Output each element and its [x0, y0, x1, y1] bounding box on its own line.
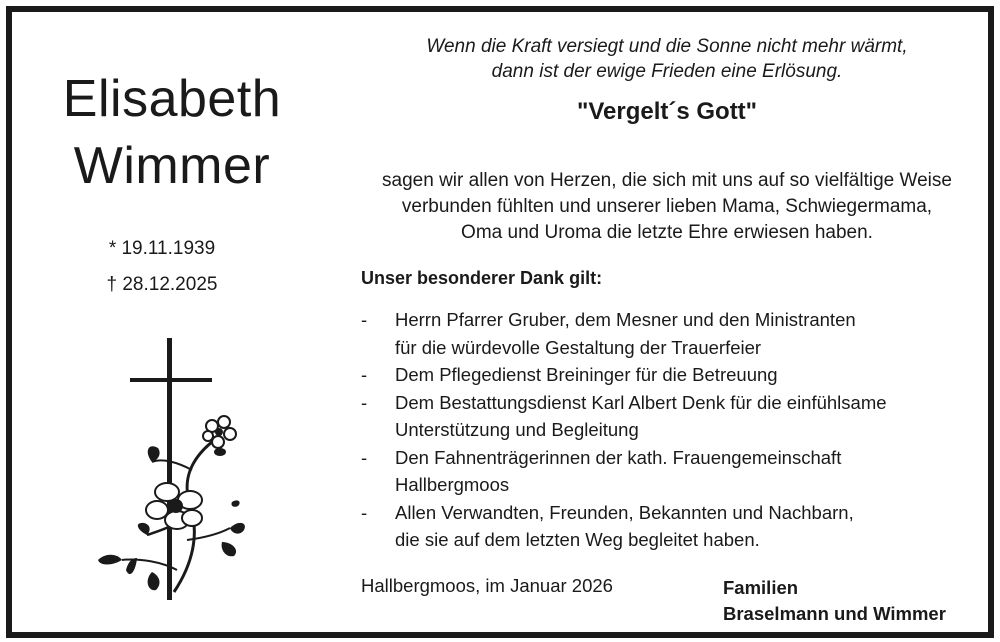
list-item-line: Allen Verwandten, Freunden, Bekannten und Nachbarn, — [395, 501, 854, 523]
list-item — [361, 444, 981, 499]
family-signature — [723, 575, 946, 627]
list-item — [361, 499, 981, 554]
thanks-text-line: Oma und Uroma die letzte Ehre erwiesen haben. — [461, 222, 873, 243]
list-item-line: Hallbergmoos — [395, 474, 510, 495]
obituary-notice — [6, 6, 994, 638]
family-line: Braselmann und Wimmer — [723, 603, 946, 624]
list-item-line: Unterstützung und Begleitung — [395, 419, 639, 440]
list-item-line: Dem Pflegedienst Breininger für die Betreuung — [395, 364, 778, 385]
family-line: Familien — [723, 577, 799, 598]
thanks-text — [352, 168, 982, 246]
list-item-line: Dem Bestattungsdienst Karl Albert Denk für die einfühlsame — [395, 391, 887, 413]
thanks-text-line: verbunden fühlten und unserer lieben Mama, Schwiegermama, — [401, 196, 933, 217]
thanks-list — [361, 306, 981, 554]
list-item-line: Herrn Pfarrer Gruber, dem Mesner und den Ministranten — [395, 309, 856, 330]
list-item-line: Den Fahnenträgerinnen der kath. Frauengemeinschaft — [395, 446, 842, 468]
thanks-title: "Vergelt´s Gott" — [576, 98, 758, 125]
poem — [352, 34, 982, 84]
list-item-line: für die würdevolle Gestaltung der Trauerfeier — [395, 336, 762, 358]
birth-date: * 19.11.1939 — [108, 238, 216, 259]
message-panel — [352, 12, 982, 632]
first-name: Elisabeth — [62, 70, 282, 128]
death-date: † 28.12.2025 — [106, 274, 218, 295]
list-item — [361, 361, 981, 389]
special-thanks-heading: Unser besonderer Dank gilt: — [361, 268, 603, 288]
place-date: Hallbergmoos, im Januar 2026 — [361, 575, 613, 596]
poem-line: Wenn die Kraft versiegt und die Sonne nicht mehr wärmt, — [426, 36, 908, 57]
deceased-panel — [12, 12, 332, 632]
list-marker: - — [361, 309, 368, 330]
list-item — [361, 306, 981, 361]
list-marker: - — [361, 364, 368, 385]
list-marker: - — [361, 501, 368, 523]
list-marker: - — [361, 391, 368, 413]
list-item — [361, 389, 981, 444]
cross-with-flowers-icon — [92, 330, 252, 610]
thanks-text-line: sagen wir allen von Herzen, die sich mit uns auf so vielfältige Weise — [382, 170, 952, 191]
last-name: Wimmer — [73, 137, 271, 195]
poem-line: dann ist der ewige Frieden eine Erlösung. — [491, 61, 843, 82]
list-marker: - — [361, 446, 368, 468]
list-item-line: die sie auf dem letzten Weg begleitet haben. — [395, 529, 760, 550]
